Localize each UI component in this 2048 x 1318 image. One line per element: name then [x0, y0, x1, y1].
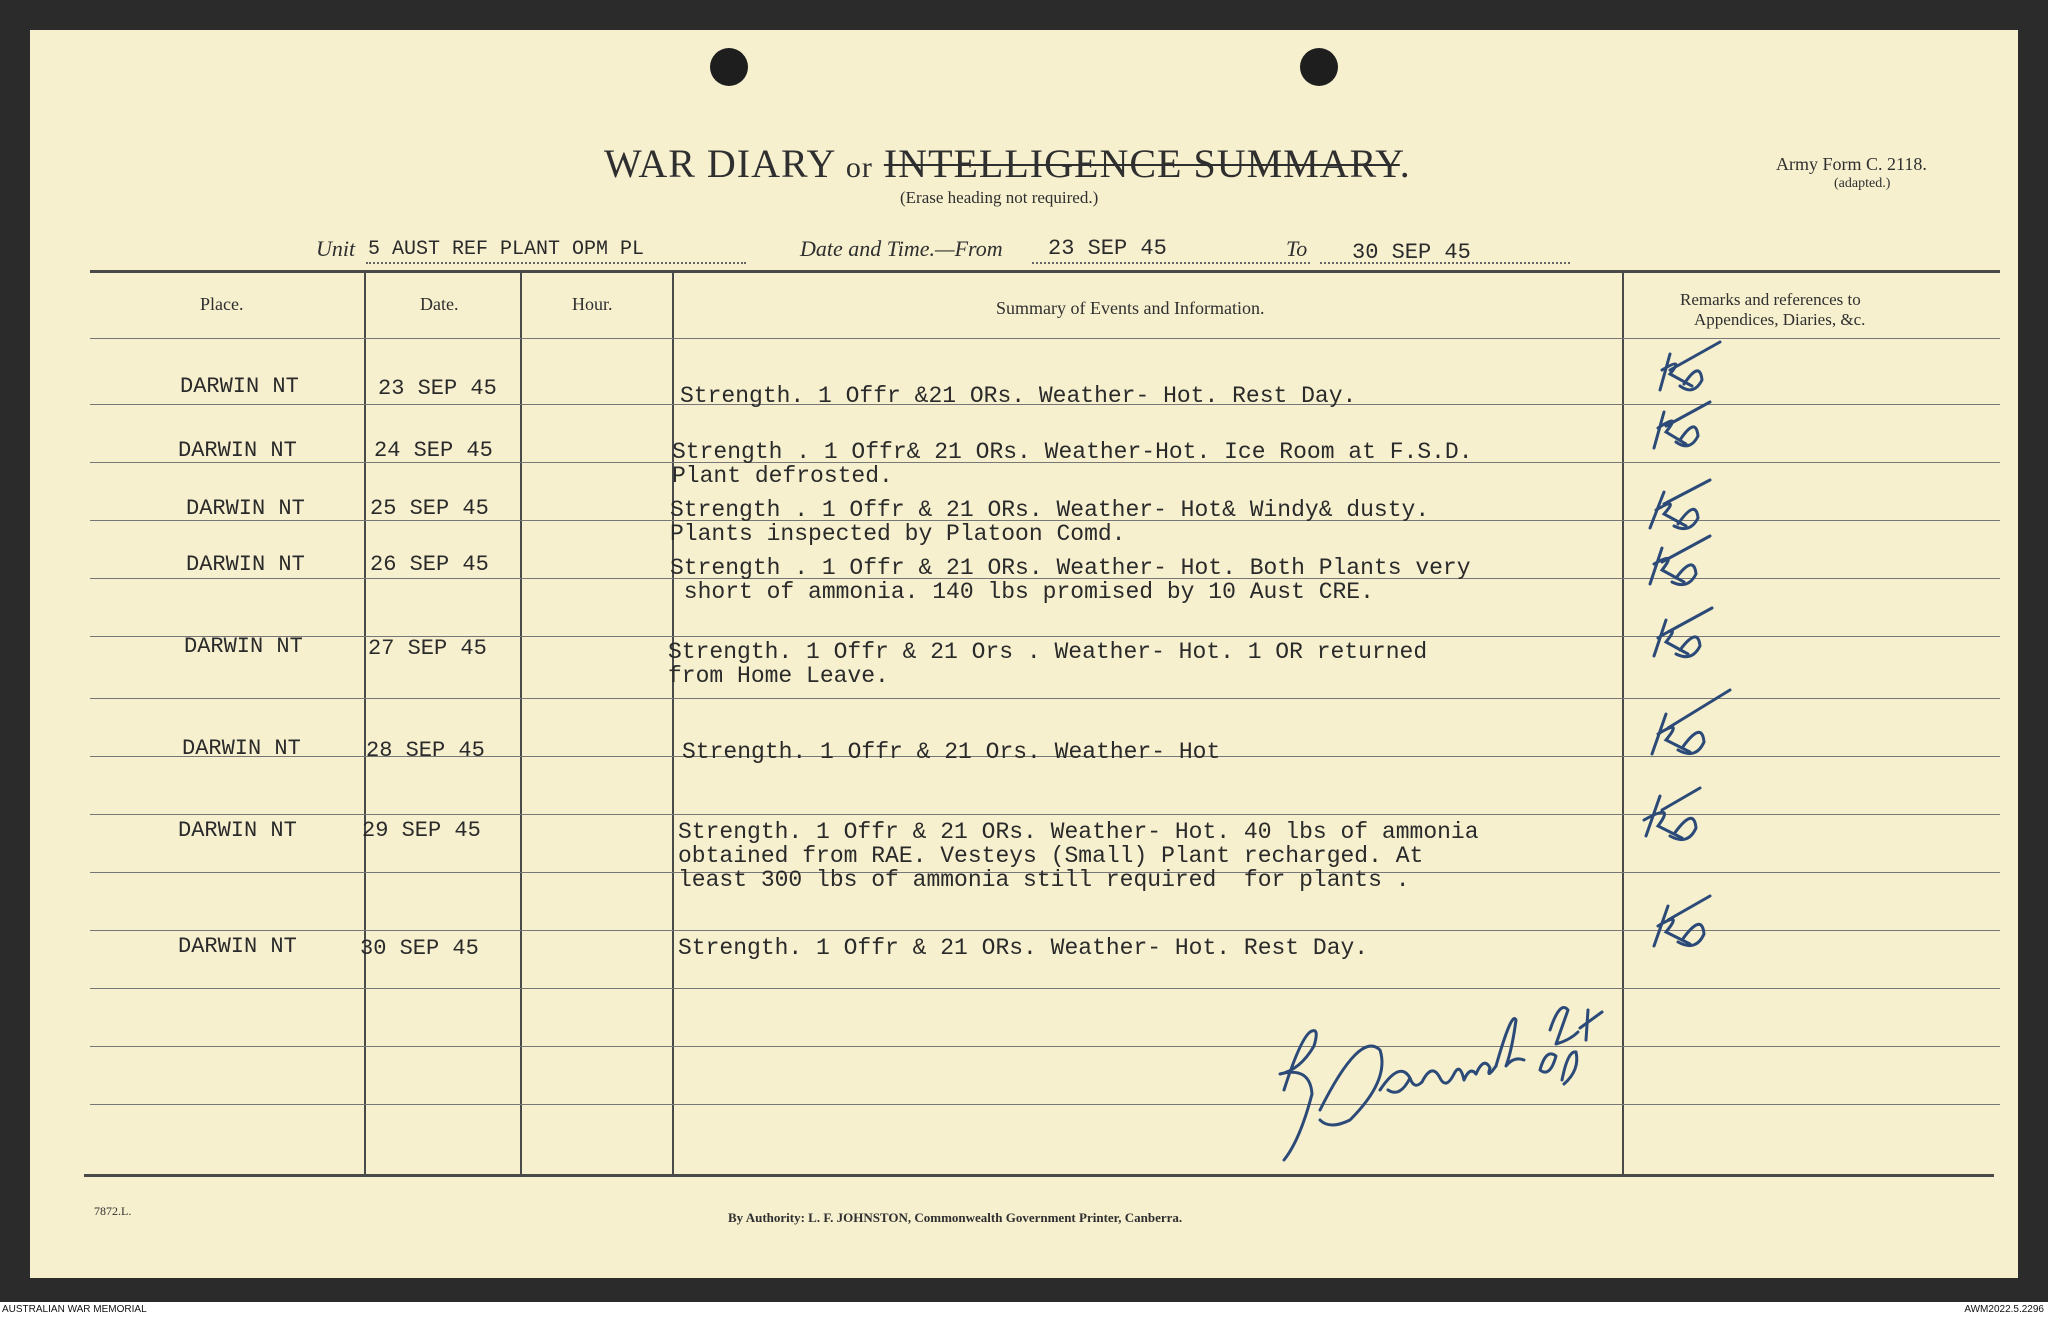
column-header-summary: Summary of Events and Information. — [996, 298, 1265, 318]
entry-summary-line: Plant defrosted. — [672, 463, 893, 489]
entry-summary-line: Strength . 1 Offr & 21 ORs. Weather- Hot. Both Plants very — [670, 555, 1471, 581]
entry-place: DARWIN NT — [178, 438, 297, 463]
entry-place: DARWIN NT — [178, 818, 297, 843]
title-period: . — [1399, 141, 1411, 186]
col-divider-hour — [672, 273, 674, 1175]
war-diary-page — [30, 30, 2018, 1278]
entry-summary-line: obtained from RAE. Vesteys (Small) Plant recharged. At — [678, 843, 1424, 869]
entry-date: 30 SEP 45 — [360, 936, 479, 961]
initial-mark — [1654, 608, 1712, 657]
date-to-value: 30 SEP 45 — [1352, 240, 1471, 265]
army-form-number: Army Form C. 2118. — [1776, 154, 1927, 174]
date-from-value: 23 SEP 45 — [1048, 236, 1167, 261]
date-from-dotted-line — [1032, 262, 1310, 264]
punch-hole-left — [710, 48, 748, 86]
entry-place: DARWIN NT — [178, 934, 297, 959]
officer-signature — [1250, 970, 1630, 1170]
entry-place: DARWIN NT — [180, 374, 299, 399]
initial-mark — [1652, 690, 1730, 754]
entry-summary-line: Strength. 1 Offr & 21 ORs. Weather- Hot. 40 lbs of ammonia — [678, 819, 1479, 845]
unit-dotted-line — [366, 262, 746, 264]
entry-date: 26 SEP 45 — [370, 552, 489, 577]
printer-authority: By Authority: L. F. JOHNSTON, Commonwealth Government Printer, Canberra. — [728, 1210, 1183, 1225]
entry-summary-line: Strength. 1 Offr &21 ORs. Weather- Hot. Rest Day. — [680, 383, 1357, 409]
entry-date: 24 SEP 45 — [374, 438, 493, 463]
archive-reference: AWM2022.5.2296 — [1964, 1304, 2044, 1315]
entry-summary-line: Strength. 1 Offr & 21 Ors. Weather- Hot — [682, 739, 1221, 765]
rule — [90, 1104, 2000, 1105]
entry-summary-line: Strength. 1 Offr & 21 ORs. Weather- Hot. Rest Day. — [678, 935, 1369, 961]
rule — [90, 338, 2000, 339]
unit-value: 5 AUST REF PLANT OPM PL — [368, 238, 645, 261]
entry-place: DARWIN NT — [184, 634, 303, 659]
title-or: or — [845, 151, 873, 184]
entry-summary-line: from Home Leave. — [668, 663, 889, 689]
subtitle: (Erase heading not required.) — [900, 188, 1099, 207]
column-header-remarks-2: Appendices, Diaries, &c. — [1694, 310, 1866, 329]
entry-summary-line: short of ammonia. 140 lbs promised by 10 Aust CRE. — [670, 579, 1374, 605]
entry-date: 29 SEP 45 — [362, 818, 481, 843]
entry-place: DARWIN NT — [182, 736, 301, 761]
date-from-label: Date and Time.—From — [800, 236, 1003, 261]
entry-date: 23 SEP 45 — [378, 376, 497, 401]
table-bottom-rule — [84, 1174, 1994, 1177]
initial-mark — [1644, 788, 1700, 840]
punch-hole-right — [1300, 48, 1338, 86]
entry-summary-line: Strength . 1 Offr& 21 ORs. Weather-Hot. Ice Room at F.S.D. — [672, 439, 1473, 465]
army-form-adapted: (adapted.) — [1834, 176, 1891, 191]
initial-mark — [1654, 896, 1710, 946]
col-divider-place — [364, 273, 366, 1175]
entry-summary-line: Strength . 1 Offr & 21 ORs. Weather- Hot& Windy& dusty. — [670, 497, 1430, 523]
entry-summary-line: Strength. 1 Offr & 21 Ors . Weather- Hot. 1 OR returned — [668, 639, 1428, 665]
column-header-date: Date. — [420, 294, 459, 314]
archive-strip — [0, 1302, 2048, 1318]
title-war-diary: WAR DIARY — [604, 141, 835, 186]
entry-place: DARWIN NT — [186, 496, 305, 521]
archive-name: AUSTRALIAN WAR MEMORIAL — [2, 1304, 147, 1315]
entry-date: 25 SEP 45 — [370, 496, 489, 521]
column-header-remarks-1: Remarks and references to — [1680, 290, 1861, 309]
column-header-hour: Hour. — [572, 294, 613, 314]
form-number: 7872.L. — [94, 1204, 132, 1218]
entry-place: DARWIN NT — [186, 552, 305, 577]
initial-mark — [1660, 342, 1720, 390]
date-to-label: To — [1286, 236, 1308, 261]
title-struck-heading: INTELLIGENCE SUMMARY — [883, 141, 1400, 186]
entry-date: 27 SEP 45 — [368, 636, 487, 661]
entry-summary-line: least 300 lbs of ammonia still required for plants . — [678, 867, 1410, 893]
remarks-initials — [1640, 340, 1750, 1030]
table-top-rule — [90, 270, 2000, 273]
unit-label: Unit — [316, 236, 356, 261]
initial-mark — [1650, 480, 1710, 529]
page-title — [604, 140, 1411, 187]
entry-summary-line: Plants inspected by Platoon Comd. — [670, 521, 1126, 547]
column-header-place: Place. — [200, 294, 244, 314]
entry-date: 28 SEP 45 — [366, 738, 485, 763]
rule — [90, 1046, 2000, 1047]
initial-mark — [1650, 536, 1710, 585]
initial-mark — [1654, 402, 1710, 448]
col-divider-date — [520, 273, 522, 1175]
